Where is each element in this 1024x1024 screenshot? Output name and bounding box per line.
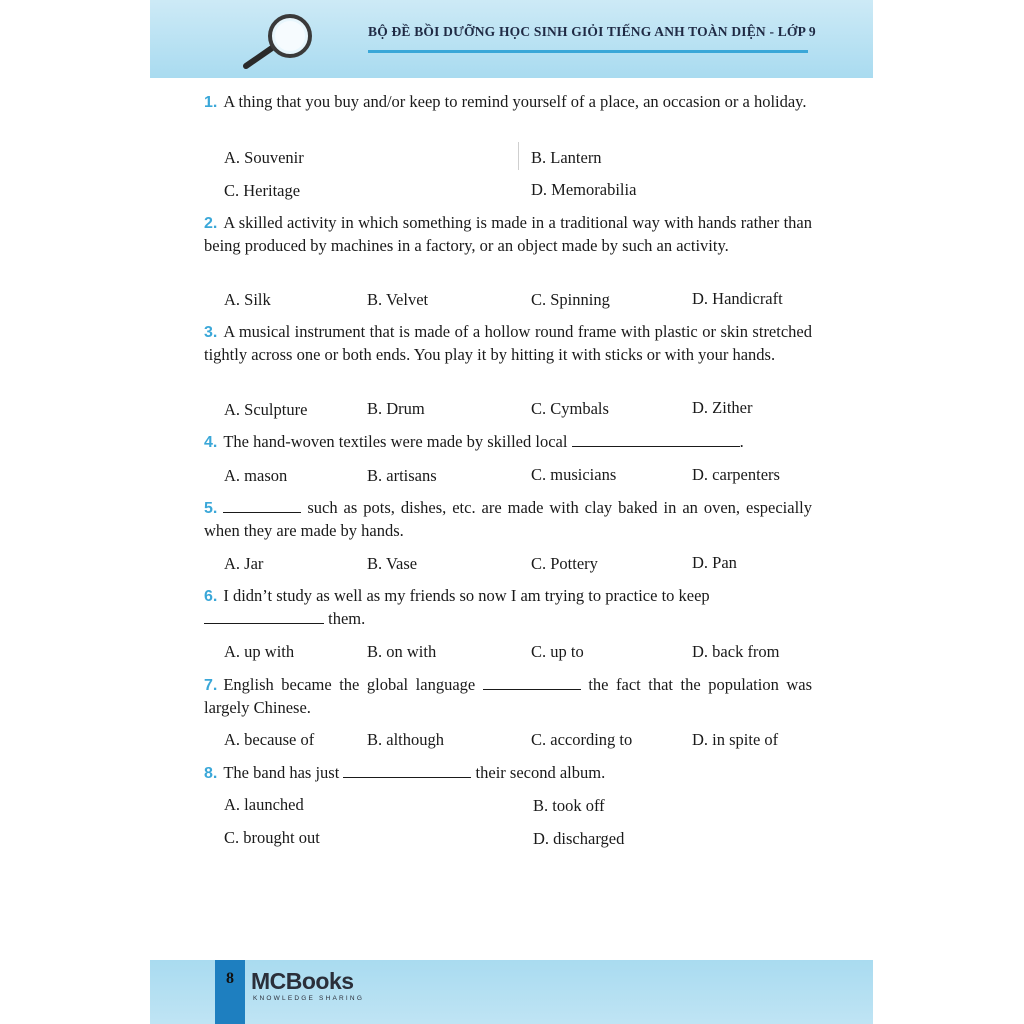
question-number: 5. bbox=[204, 500, 218, 517]
question-text: A thing that you buy and/or keep to remind yourself of a place, an occasion or a holiday. bbox=[223, 92, 807, 111]
option-c: C. Cymbals bbox=[531, 399, 609, 418]
question-text: The band has just bbox=[223, 763, 340, 782]
option-b: B. Lantern bbox=[531, 148, 602, 167]
question-3 bbox=[204, 321, 812, 366]
question-number: 3. bbox=[204, 324, 218, 341]
option-b: B. Vase bbox=[367, 554, 418, 573]
question-text-end: their second album. bbox=[475, 763, 606, 782]
publisher-logo: MCBooks bbox=[251, 968, 354, 994]
question-text: such as pots, dishes, etc. are made with clay baked in an oven, especially when they are made by hands. bbox=[204, 498, 813, 540]
publisher-tagline: KNOWLEDGE SHARING bbox=[253, 995, 365, 1002]
option-b: B. took off bbox=[533, 796, 605, 815]
option-a: A. Silk bbox=[224, 290, 271, 309]
question-text: A musical instrument that is made of a hollow round frame with plastic or skin stretched tightly across one or both ends. You play it by hitting it with sticks or with your hands. bbox=[204, 322, 812, 364]
question-number: 2. bbox=[204, 215, 218, 232]
option-c: C. Spinning bbox=[531, 290, 610, 309]
option-d: D. Zither bbox=[692, 398, 753, 417]
option-d: D. Handicraft bbox=[692, 289, 783, 308]
option-d: D. back from bbox=[692, 642, 780, 661]
option-a: A. mason bbox=[224, 466, 288, 485]
answer-blank bbox=[204, 609, 324, 624]
page-footer bbox=[150, 960, 873, 1024]
option-b: B. on with bbox=[367, 642, 437, 661]
question-text: I didn’t study as well as my friends so now I am trying to practice to keep bbox=[223, 586, 710, 605]
option-d: D. carpenters bbox=[692, 465, 780, 484]
header-divider bbox=[368, 50, 808, 53]
page-header bbox=[150, 0, 873, 78]
option-b: B. Drum bbox=[367, 399, 425, 418]
option-d: D. discharged bbox=[533, 829, 625, 848]
option-a: A. Jar bbox=[224, 554, 264, 573]
answer-blank bbox=[343, 763, 471, 778]
option-b: B. although bbox=[367, 730, 444, 749]
divider bbox=[518, 142, 519, 170]
page-number: 8 bbox=[226, 970, 234, 987]
option-b: B. artisans bbox=[367, 466, 437, 485]
question-text: The hand-woven textiles were made by skilled local bbox=[223, 432, 568, 451]
option-b: B. Velvet bbox=[367, 290, 429, 309]
question-8 bbox=[204, 762, 812, 785]
option-a: A. Souvenir bbox=[224, 148, 304, 167]
question-6 bbox=[204, 585, 812, 630]
answer-blank bbox=[483, 675, 581, 690]
option-c: C. according to bbox=[531, 730, 633, 749]
question-text: English became the global language bbox=[223, 675, 476, 694]
question-number: 4. bbox=[204, 434, 218, 451]
option-a: A. up with bbox=[224, 642, 295, 661]
question-number: 1. bbox=[204, 94, 218, 111]
option-c: C. Pottery bbox=[531, 554, 598, 573]
page-number-box bbox=[215, 960, 245, 1024]
question-5 bbox=[204, 497, 812, 542]
question-text: A skilled activity in which something is made in a traditional way with hands rather than being produced by machines in a factory, or an object made by such an activity. bbox=[204, 213, 812, 255]
question-number: 6. bbox=[204, 588, 218, 605]
option-c: C. brought out bbox=[224, 828, 320, 847]
question-7 bbox=[204, 674, 812, 719]
question-4 bbox=[204, 431, 812, 454]
question-2 bbox=[204, 212, 812, 257]
option-c: C. musicians bbox=[531, 465, 617, 484]
option-a: A. Sculpture bbox=[224, 400, 308, 419]
answer-blank bbox=[572, 432, 740, 447]
option-c: C. Heritage bbox=[224, 181, 301, 200]
answer-blank bbox=[223, 498, 301, 513]
option-a: A. because of bbox=[224, 730, 315, 749]
question-text-end: . bbox=[739, 432, 744, 451]
book-title: BỘ ĐỀ BỒI DƯỠNG HỌC SINH GIỎI TIẾNG ANH TOÀN DIỆN - LỚP 9 bbox=[368, 24, 816, 39]
option-d: D. in spite of bbox=[692, 730, 779, 749]
question-text-end: them. bbox=[328, 609, 366, 628]
question-number: 7. bbox=[204, 677, 218, 694]
option-a: A. launched bbox=[224, 795, 304, 814]
question-number: 8. bbox=[204, 765, 218, 782]
question-1 bbox=[204, 91, 812, 114]
question-text-end: the fact that the population was largely Chinese. bbox=[204, 675, 813, 717]
magnifying-glass-icon bbox=[238, 8, 326, 72]
option-c: C. up to bbox=[531, 642, 584, 661]
option-d: D. Memorabilia bbox=[531, 180, 637, 199]
option-d: D. Pan bbox=[692, 553, 737, 572]
